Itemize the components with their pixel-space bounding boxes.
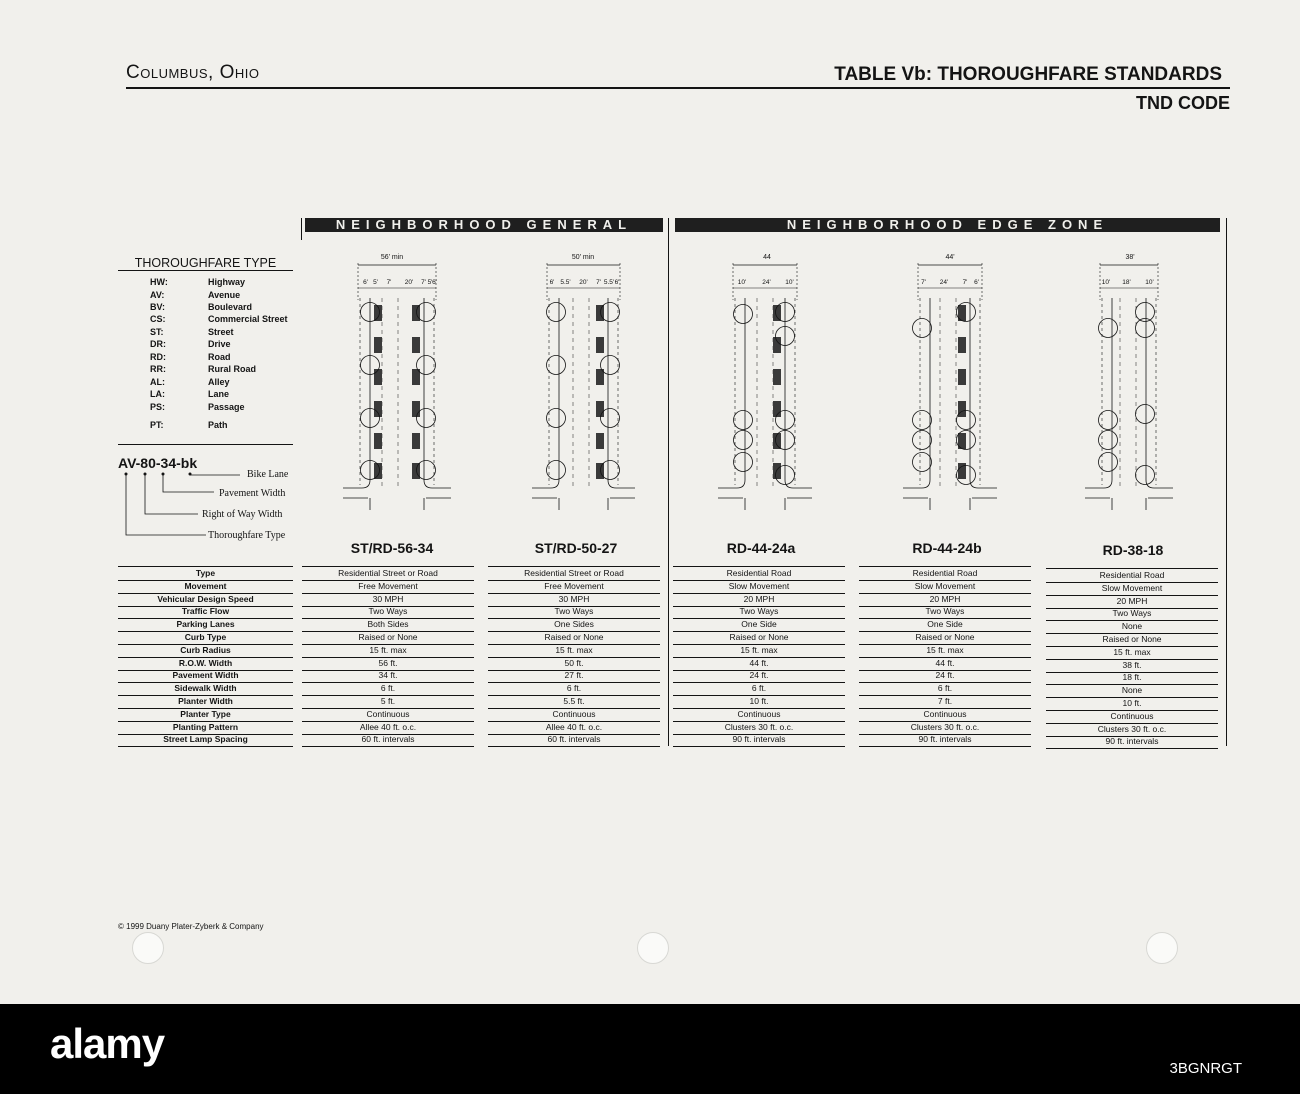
table-cell: Planter Width <box>118 695 293 709</box>
binder-hole <box>637 932 669 964</box>
copyright: © 1999 Duany Plater-Zyberk & Company <box>118 922 264 931</box>
table-cell: Parking Lanes <box>118 618 293 632</box>
street-tree <box>547 303 566 322</box>
row-width-label: 38' <box>1125 254 1135 261</box>
table-cell: Slow Movement <box>1046 582 1218 596</box>
table-cell: Free Movement <box>488 580 660 594</box>
thoroughfare-type-name: Rural Road <box>208 364 257 374</box>
segment-dimension-label: 10' <box>737 279 747 286</box>
segment-dimension-label: 5.5' <box>603 279 615 286</box>
thoroughfare-type-name: Drive <box>208 339 231 349</box>
thoroughfare-type-name: Road <box>208 352 231 362</box>
segment-dimension-label: 10' <box>785 279 794 286</box>
parking-stall <box>958 401 966 417</box>
thoroughfare-type-code: PS: <box>150 402 166 412</box>
table-cell: Continuous <box>1046 710 1218 724</box>
code-label-row-width: Right of Way Width <box>202 509 283 520</box>
table-cell: Residential Road <box>673 567 845 581</box>
segment-dimension-label: 7' <box>596 279 601 286</box>
table-cell: 90 ft. intervals <box>859 733 1031 747</box>
city-title: Columbus, Ohio <box>126 62 260 83</box>
street-tree <box>417 409 436 428</box>
parking-stall <box>374 369 382 385</box>
parking-stall <box>374 337 382 353</box>
table-cell: Two Ways <box>673 605 845 619</box>
column-title-rd-44-24b: RD-44-24b <box>912 540 982 556</box>
table-cell: Raised or None <box>673 631 845 645</box>
stock-image-id: 3BGNRGT <box>1169 1060 1242 1077</box>
column-values-st-rd-56-34 <box>302 566 474 746</box>
thoroughfare-type-name: Highway <box>208 277 246 287</box>
street-tree <box>734 431 753 450</box>
table-cell: 20 MPH <box>859 593 1031 607</box>
table-cell: Two Ways <box>488 605 660 619</box>
row-width-label: 56' min <box>380 254 404 261</box>
street-tree <box>1099 411 1118 430</box>
thoroughfare-type-name: Lane <box>208 389 230 399</box>
table-cell: Type <box>118 567 293 581</box>
table-cell: 10 ft. <box>673 695 845 709</box>
street-tree <box>1099 431 1118 450</box>
code-label-bike-lane: Bike Lane <box>247 469 289 480</box>
table-cell: 44 ft. <box>859 657 1031 671</box>
table-cell: Raised or None <box>859 631 1031 645</box>
table-cell: 50 ft. <box>488 657 660 671</box>
table-cell: Two Ways <box>1046 607 1218 621</box>
table-cell: 15 ft. max <box>302 644 474 658</box>
table-cell: 20 MPH <box>1046 595 1218 609</box>
segment-dimension-label: 20' <box>579 279 588 286</box>
segment-dimension-label: 7' <box>962 279 968 286</box>
thoroughfare-type-code: DR: <box>150 339 166 349</box>
zone-band-general: NEIGHBORHOOD GENERAL <box>305 218 663 232</box>
binder-hole <box>1146 932 1178 964</box>
table-cell: 15 ft. max <box>859 644 1031 658</box>
table-cell: 34 ft. <box>302 669 474 683</box>
table-cell: Vehicular Design Speed <box>118 593 293 607</box>
table-cell: Curb Type <box>118 631 293 645</box>
table-cell: Residential Street or Road <box>302 567 474 581</box>
street-tree <box>913 411 932 430</box>
table-cell: 60 ft. intervals <box>302 733 474 747</box>
parking-stall <box>596 433 604 449</box>
segment-dimension-label: 18' <box>1122 279 1131 286</box>
code-example: AV-80-34-bk <box>118 455 198 471</box>
thoroughfare-type-code: RD: <box>150 352 166 362</box>
parking-stall <box>958 337 966 353</box>
parking-stall <box>412 433 420 449</box>
parking-stall <box>773 463 781 479</box>
table-cell: 5 ft. <box>302 695 474 709</box>
table-cell: 15 ft. max <box>673 644 845 658</box>
street-tree <box>1136 405 1155 424</box>
binder-hole <box>132 932 164 964</box>
curb-return <box>343 480 370 488</box>
parking-stall <box>412 337 420 353</box>
table-cell: 6 ft. <box>488 682 660 696</box>
segment-dimension-label: 6' <box>432 279 437 286</box>
thoroughfare-type-code: LA: <box>150 389 165 399</box>
code-label-pavement-width: Pavement Width <box>219 488 286 499</box>
table-cell: 38 ft. <box>1046 659 1218 673</box>
segment-dimension-label: 6' <box>363 279 368 286</box>
parking-stall <box>596 337 604 353</box>
table-cell: 20 MPH <box>673 593 845 607</box>
parking-stall <box>412 401 420 417</box>
table-cell: Clusters 30 ft. o.c. <box>673 721 845 735</box>
thoroughfare-type-code: CS: <box>150 314 166 324</box>
table-cell: 6 ft. <box>302 682 474 696</box>
table-cell: 5.5 ft. <box>488 695 660 709</box>
thoroughfare-type-title: THOROUGHFARE TYPE <box>134 256 277 270</box>
column-title-st-rd-56-34: ST/RD-56-34 <box>350 540 434 556</box>
row-width-label: 44 <box>763 254 771 261</box>
parking-stall <box>773 369 781 385</box>
table-cell: Two Ways <box>302 605 474 619</box>
segment-dimension-label: 10' <box>1101 279 1111 286</box>
segment-dimension-label: 6' <box>974 279 979 286</box>
row-width-label: 50' min <box>571 254 595 261</box>
table-cell: Free Movement <box>302 580 474 594</box>
parking-stall <box>958 369 966 385</box>
table-cell: Residential Road <box>859 567 1031 581</box>
table-cell: 6 ft. <box>673 682 845 696</box>
curb-return <box>1085 480 1112 488</box>
code-name: TND CODE <box>1136 93 1230 113</box>
stock-logo: alamy <box>50 1020 165 1067</box>
table-cell: None <box>1046 684 1218 698</box>
thoroughfare-type-name: Boulevard <box>208 302 253 312</box>
parking-stall <box>596 401 604 417</box>
column-values-rd-38-18 <box>1046 568 1218 748</box>
table-cell: 24 ft. <box>673 669 845 683</box>
thoroughfare-type-code: RR: <box>150 364 166 374</box>
code-label-thoroughfare-type: Thoroughfare Type <box>208 530 286 541</box>
table-cell: R.O.W. Width <box>118 657 293 671</box>
table-cell: 7 ft. <box>859 695 1031 709</box>
table-cell: Pavement Width <box>118 669 293 683</box>
thoroughfare-type-name: Avenue <box>208 290 241 300</box>
row-width-label: 44' <box>945 254 955 261</box>
table-cell: Slow Movement <box>673 580 845 594</box>
thoroughfare-type-code: AV: <box>150 290 165 300</box>
thoroughfare-type-name: Street <box>208 327 234 337</box>
segment-dimension-label: 20' <box>404 279 414 286</box>
parking-stall <box>773 337 781 353</box>
table-cell: 60 ft. intervals <box>488 733 660 747</box>
segment-dimension-label: 10' <box>1145 279 1154 286</box>
street-tree <box>1136 466 1155 485</box>
street-tree <box>1099 453 1118 472</box>
table-cell: Raised or None <box>1046 633 1218 647</box>
stock-banner <box>0 1004 1300 1094</box>
table-cell: Residential Street or Road <box>488 567 660 581</box>
table-cell: Continuous <box>859 708 1031 722</box>
table-cell: Raised or None <box>302 631 474 645</box>
table-cell: Movement <box>118 580 293 594</box>
street-tree <box>1099 319 1118 338</box>
street-tree <box>734 411 753 430</box>
row-labels <box>118 566 293 746</box>
table-cell: 90 ft. intervals <box>1046 735 1218 749</box>
thoroughfare-type-name: Path <box>208 420 228 430</box>
thoroughfare-type-code: AL: <box>150 377 165 387</box>
table-cell: Planter Type <box>118 708 293 722</box>
column-values-rd-44-24b <box>859 566 1031 746</box>
street-tree <box>601 409 620 428</box>
street-tree <box>734 305 753 324</box>
parking-stall <box>374 433 382 449</box>
street-tree <box>913 431 932 450</box>
table-cell: Both Sides <box>302 618 474 632</box>
table-cell: Raised or None <box>488 631 660 645</box>
segment-dimension-label: 6' <box>614 279 620 286</box>
table-cell: 56 ft. <box>302 657 474 671</box>
thoroughfare-type-code: HW: <box>150 277 168 287</box>
curb-return <box>970 480 997 488</box>
table-cell: Allee 40 ft. o.c. <box>488 721 660 735</box>
segment-dimension-label: 7' <box>921 279 926 286</box>
table-cell: Slow Movement <box>859 580 1031 594</box>
table-cell: One Side <box>673 618 845 632</box>
table-cell: 24 ft. <box>859 669 1031 683</box>
thoroughfare-type-code: ST: <box>150 327 164 337</box>
table-cell: Clusters 30 ft. o.c. <box>859 721 1031 735</box>
table-cell: Clusters 30 ft. o.c. <box>1046 723 1218 737</box>
table-cell: 6 ft. <box>859 682 1031 696</box>
column-values-st-rd-50-27 <box>488 566 660 746</box>
table-cell: 15 ft. max <box>1046 646 1218 660</box>
table-cell: Planting Pattern <box>118 721 293 735</box>
street-tree <box>913 453 932 472</box>
thoroughfare-type-name: Alley <box>208 377 230 387</box>
table-cell: 30 MPH <box>302 593 474 607</box>
table-cell: Residential Road <box>1046 569 1218 583</box>
table-cell: One Side <box>859 618 1031 632</box>
segment-dimension-label: 24' <box>939 279 949 286</box>
table-cell: Continuous <box>488 708 660 722</box>
table-cell: None <box>1046 620 1218 634</box>
table-cell: Continuous <box>673 708 845 722</box>
table-cell: 27 ft. <box>488 669 660 683</box>
column-title-st-rd-50-27: ST/RD-50-27 <box>534 540 618 556</box>
segment-dimension-label: 7' <box>386 279 392 286</box>
thoroughfare-type-name: Passage <box>208 402 245 412</box>
table-cell: Traffic Flow <box>118 605 293 619</box>
column-title-rd-38-18: RD-38-18 <box>1102 542 1164 558</box>
table-cell: Street Lamp Spacing <box>118 733 293 747</box>
segment-dimension-label: 6' <box>549 279 555 286</box>
table-cell: Curb Radius <box>118 644 293 658</box>
street-tree <box>601 356 620 375</box>
street-tree <box>547 356 566 375</box>
curb-return <box>903 480 930 488</box>
table-cell: 30 MPH <box>488 593 660 607</box>
table-cell: Continuous <box>302 708 474 722</box>
column-title-rd-44-24a: RD-44-24a <box>726 540 796 556</box>
table-cell: Allee 40 ft. o.c. <box>302 721 474 735</box>
curb-return <box>1146 480 1173 488</box>
segment-dimension-label: 5' <box>427 279 433 286</box>
table-cell: 90 ft. intervals <box>673 733 845 747</box>
street-tree <box>547 461 566 480</box>
thoroughfare-type-name: Commercial Street <box>208 314 288 324</box>
column-values-rd-44-24a <box>673 566 845 746</box>
street-tree <box>913 319 932 338</box>
curb-return <box>608 480 635 488</box>
table-cell: Sidewalk Width <box>118 682 293 696</box>
thoroughfare-type-code: PT: <box>150 420 164 430</box>
table-cell: 18 ft. <box>1046 671 1218 685</box>
table-cell: Two Ways <box>859 605 1031 619</box>
curb-return <box>718 480 745 488</box>
parking-stall <box>374 401 382 417</box>
segment-dimension-label: 7' <box>421 279 426 286</box>
table-cell: 44 ft. <box>673 657 845 671</box>
street-tree <box>417 356 436 375</box>
table-cell: 10 ft. <box>1046 697 1218 711</box>
segment-dimension-label: 24' <box>762 279 771 286</box>
zone-band-edge: NEIGHBORHOOD EDGE ZONE <box>675 218 1220 232</box>
curb-return <box>532 480 559 488</box>
segment-dimension-label: 5' <box>373 279 378 286</box>
segment-dimension-label: 5.5' <box>560 279 571 286</box>
table-cell: 15 ft. max <box>488 644 660 658</box>
table-cell: One Sides <box>488 618 660 632</box>
street-tree <box>734 453 753 472</box>
street-tree <box>547 409 566 428</box>
table-title: TABLE Vb: THOROUGHFARE STANDARDS <box>834 64 1222 85</box>
thoroughfare-type-code: BV: <box>150 302 166 312</box>
curb-return <box>424 480 451 488</box>
